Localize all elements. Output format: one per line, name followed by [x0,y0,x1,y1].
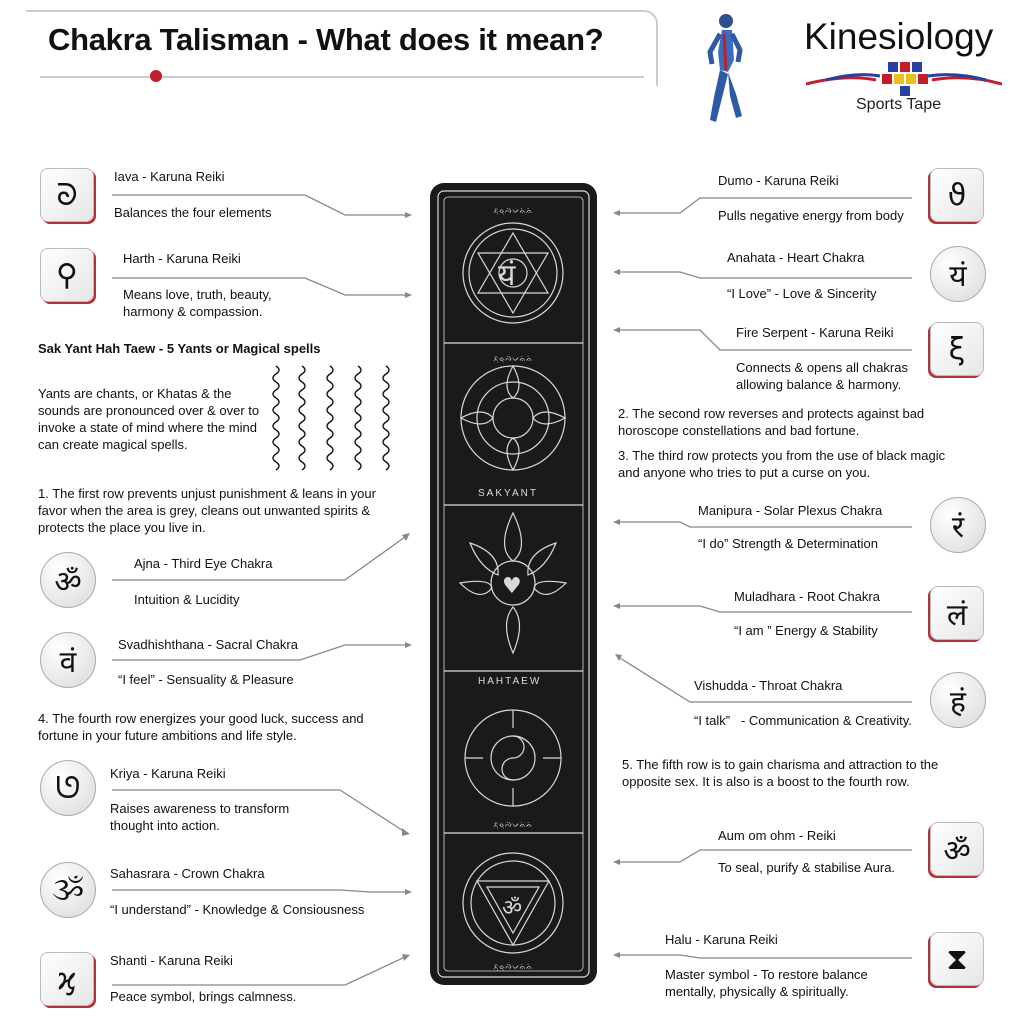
heart-glyph: यं [949,258,967,294]
sak-yant-heading: Sak Yant Hah Taew - 5 Yants or Magical spells [38,341,321,356]
solar-title: Manipura - Solar Plexus Chakra [698,503,883,518]
fire-serpent-glyph: ξ [948,331,966,367]
svg-text:यं: यं [498,258,516,293]
throat-desc: “I talk” - Communication & Creativity. [694,713,912,728]
harth-title: Harth - Karuna Reiki [123,251,241,266]
sacral-title: Svadhishthana - Sacral Chakra [118,637,298,652]
shanti-glyph: ϗ [57,961,77,997]
svg-text:♥: ♥ [502,574,522,599]
om-ajna-icon [40,552,96,608]
crown-glyph: ૐ [51,872,85,908]
shanti-title: Shanti - Karuna Reiki [110,953,233,968]
iava-title: Iava - Karuna Reiki [114,169,225,184]
row-1-text: 1. The first row prevents unjust punishment & leans in your favor when the area is grey, cleans out unwanted spirits & protects the place you live in. [38,486,376,535]
harth-desc: Means love, truth, beauty, harmony & compassion. [123,287,272,319]
kriya-symbol-icon [40,760,96,816]
talisman-art-icon [430,183,597,985]
lam-root-icon [930,586,984,640]
crown-desc: “I understand” - Knowledge & Consiousness [110,902,365,917]
talisman-label-1: SAKYANT [478,488,538,499]
throat-glyph: हं [950,684,966,720]
svg-text:ᨅᨘᨔᨘᨄᨗᨆᨊᨗᨊᨗ: ᨅᨘᨔᨘᨄᨗᨆᨊᨗᨊᨗ [493,962,533,971]
yam-heart-icon [930,246,986,302]
shanti-symbol-icon [40,952,94,1006]
brand-subtitle: Sports Tape [856,96,942,113]
svg-text:ॐ: ॐ [502,896,523,921]
dumo-title: Dumo - Karuna Reiki [718,173,839,188]
harth-glyph: ⚲ [56,257,78,293]
iava-symbol-icon [40,168,94,222]
kriya-desc: Raises awareness to transform thought into action. [110,801,290,833]
svg-text:ᨅᨘᨔᨘᨄᨗᨆᨊᨗᨊᨗ: ᨅᨘᨔᨘᨄᨗᨆᨊᨗᨊᨗ [493,820,533,829]
ham-throat-icon [930,672,986,728]
solar-desc: “I do” Strength & Determination [698,536,878,551]
iava-glyph: ᘐ [56,177,78,213]
yant-script-icon [268,362,400,474]
brand-name: Kinesiology [804,16,994,57]
aum-title: Aum om ohm - Reiki [718,828,836,843]
vam-sacral-icon [40,632,96,688]
iava-desc: Balances the four elements [114,205,272,220]
heart-title: Anahata - Heart Chakra [727,250,865,265]
dumo-glyph: ϑ [947,177,967,213]
row-4-text: 4. The fourth row energizes your good luck, success and fortune in your future ambitions and life style. [38,711,364,743]
sacral-glyph: वं [59,644,77,680]
aum-glyph: ॐ [943,833,971,869]
ram-solar-icon [930,497,986,553]
ajna-title: Ajna - Third Eye Chakra [134,556,273,571]
kriya-glyph: ᘎ [55,770,81,806]
aum-desc: To seal, purify & stabilise Aura. [718,860,896,875]
svg-text:ᨅᨘᨔᨘᨄᨗᨆᨊᨗᨊᨗ: ᨅᨘᨔᨘᨄᨗᨆᨊᨗᨊᨗ [493,206,533,215]
harth-symbol-icon [40,248,94,302]
halu-desc: Master symbol - To restore balance mentally, physically & spiritually. [665,967,868,999]
halu-glyph: ⧗ [946,941,968,977]
sak-yant-intro: Yants are chants, or Khatas & the sounds are pronounced over & over to invoke a state of mind where the mind can create magical spells. [38,386,260,452]
svg-text:ᨅᨘᨔᨘᨄᨗᨆᨊᨗᨊᨗ: ᨅᨘᨔᨘᨄᨗᨆᨊᨗᨊᨗ [493,354,533,363]
crown-title: Sahasrara - Crown Chakra [110,866,265,881]
fire-serpent-desc: Connects & opens all chakras allowing balance & harmony. [736,360,908,392]
row-2-text: 2. The second row reverses and protects against bad horoscope constellations and bad fortune. [618,406,925,438]
om-crown-icon [40,862,96,918]
kriya-title: Kriya - Karuna Reiki [110,766,226,781]
throat-title: Vishudda - Throat Chakra [694,678,843,693]
row-3-text: 3. The third row protects you from the use of black magic and anyone who tries to put a curse on you. [618,448,946,480]
heart-desc: “I Love” - Love & Sincerity [727,286,877,301]
talisman-strip [430,183,597,985]
talisman-label-2: HAHTAEW [478,676,542,687]
sacral-desc: “I feel” - Sensuality & Pleasure [118,672,294,687]
dumo-symbol-icon [930,168,984,222]
solar-glyph: रं [951,509,965,545]
halu-title: Halu - Karuna Reiki [665,932,778,947]
fire-serpent-title: Fire Serpent - Karuna Reiki [736,325,894,340]
root-glyph: लं [946,597,968,633]
root-desc: “I am ” Energy & Stability [734,623,878,638]
dumo-desc: Pulls negative energy from body [718,208,904,223]
shanti-desc: Peace symbol, brings calmness. [110,989,297,1004]
fire-serpent-icon [930,322,984,376]
om-aum-icon [930,822,984,876]
halu-symbol-icon [930,932,984,986]
ajna-desc: Intuition & Lucidity [134,592,240,607]
page-title: Chakra Talisman - What does it mean? [48,22,604,57]
root-title: Muladhara - Root Chakra [734,589,880,604]
ajna-glyph: ॐ [54,564,82,600]
row-5-text: 5. The fifth row is to gain charisma and attraction to the opposite sex. It is also is a boost to the fourth row. [622,757,939,789]
